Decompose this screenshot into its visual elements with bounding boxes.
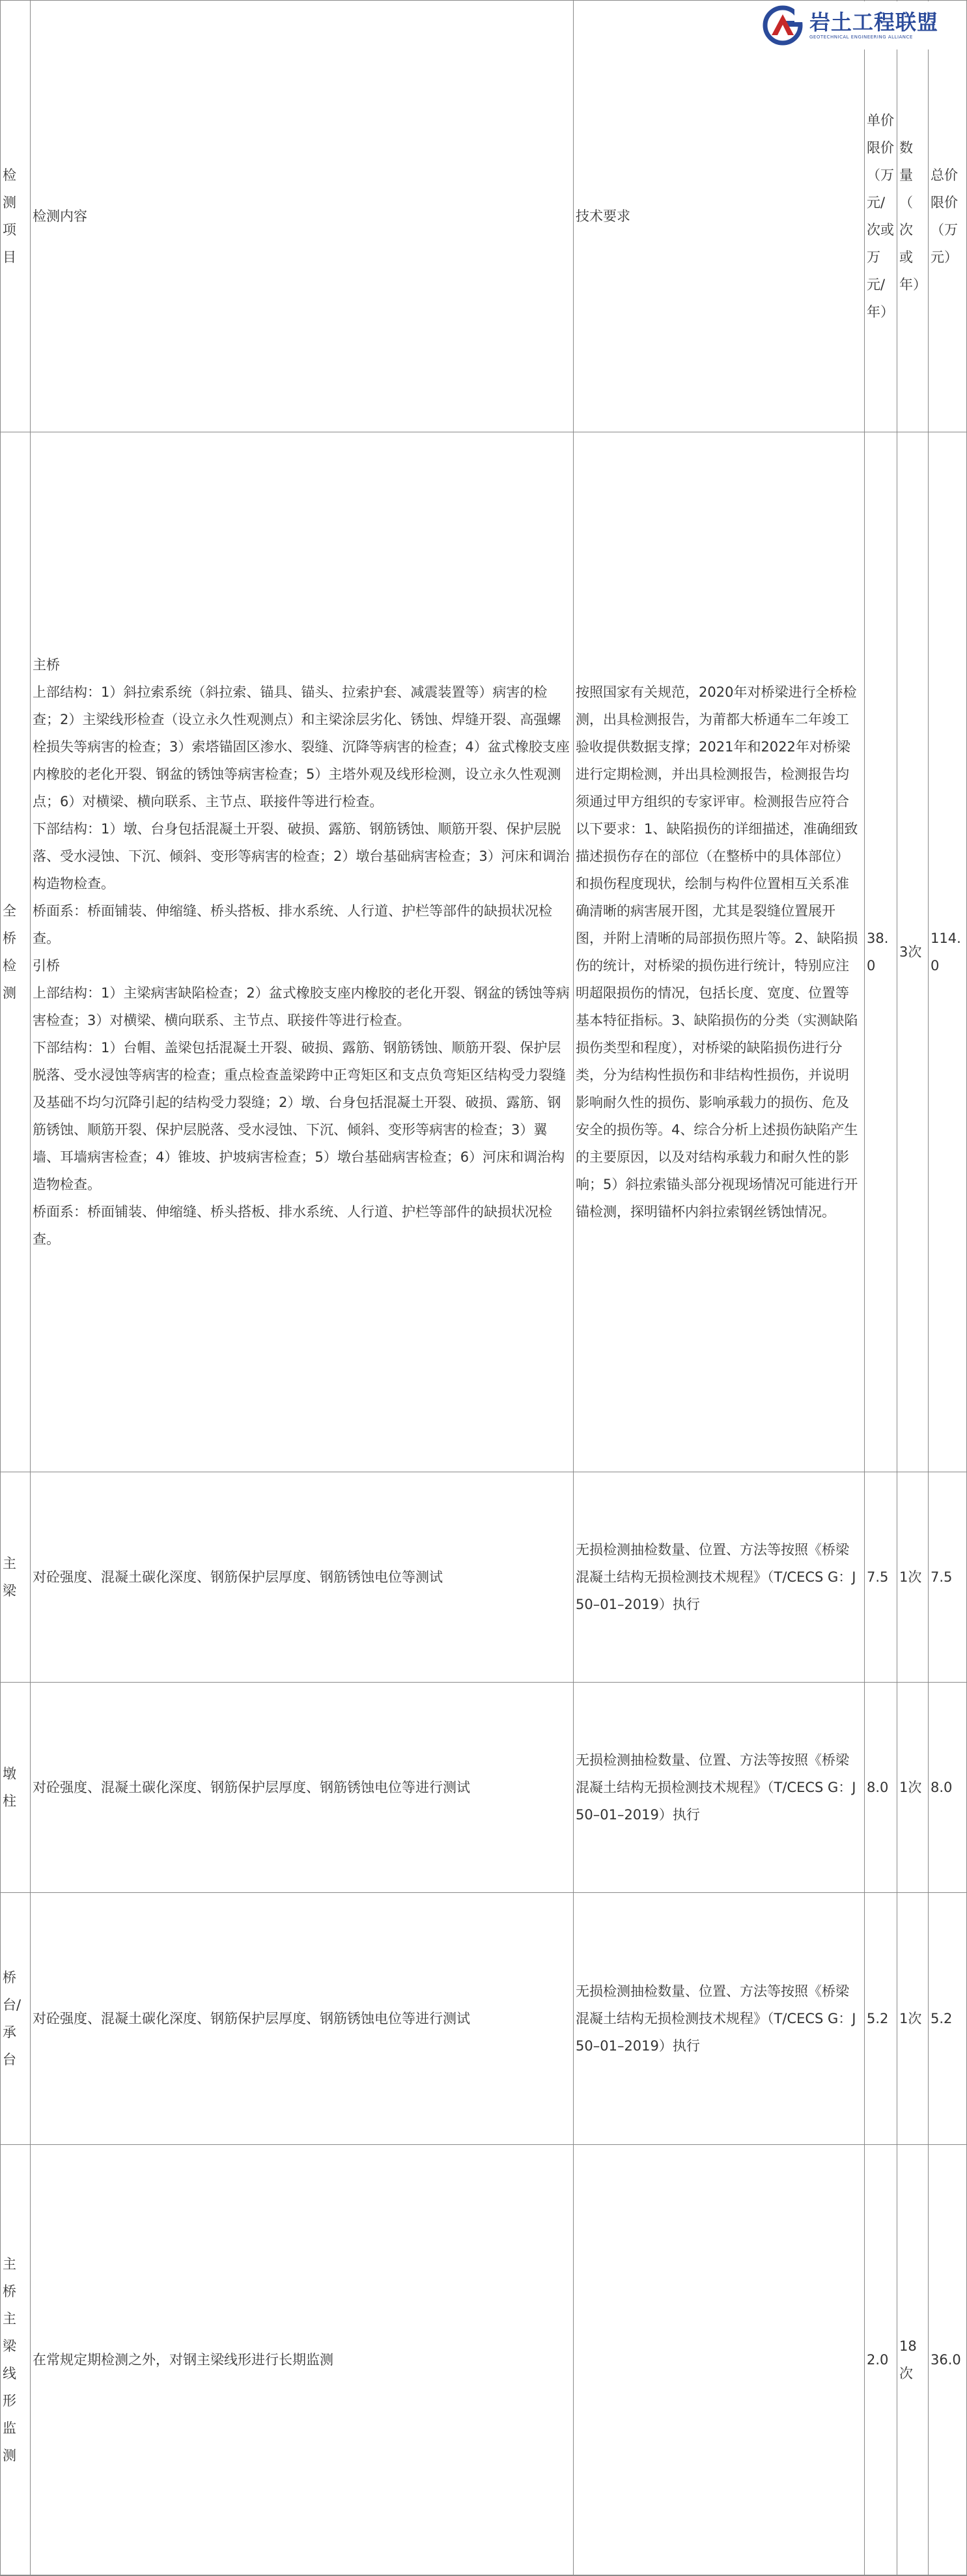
cell-total: 36.0	[929, 2145, 967, 2575]
cell-quantity: 1次	[897, 1472, 929, 1683]
content-main-deck: 桥面系：桥面铺装、伸缩缝、桥头搭板、排水系统、人行道、护栏等部件的缺损状况检查。	[33, 903, 552, 946]
content-approach-superstructure: 上部结构：1）主梁病害缺陷检查；2）盆式橡胶支座内橡胶的老化开裂、钢盆的锈蚀等病害检查；3）对横梁、横向联系、主节点、联接件等进行检查。	[33, 985, 570, 1028]
cell-total: 5.2	[929, 1893, 967, 2145]
cell-requirement: 无损检测抽检数量、位置、方法等按照《桥梁混凝土结构无损检测技术规程》（T/CECS G：J50–01–2019）执行	[574, 1472, 865, 1683]
table-row	[1, 1472, 967, 1683]
cell-item: 全桥检测	[1, 432, 31, 1472]
content-approach-bridge: 引桥	[33, 958, 60, 973]
cell-quantity: 1次	[897, 1683, 929, 1893]
cell-requirement: 按照国家有关规范，2020年对桥梁进行全桥检测，出具检测报告，为莆都大桥通车二年竣工验收提供数据支撑；2021年和2022年对桥梁进行定期检测，并出具检测报告，检测报告均须通过甲方组织的专家评审。检测报告应符合以下要求：1、缺陷损伤的详细描述，准确细致描述损伤存在的部位（在整桥中的具体部位）和损伤程度现状，绘制与构件位置相互关系准确清晰的病害展开图，尤其是裂缝位置展开图，并附上清晰的局部损伤照片等。2、缺陷损伤的统计，对桥梁的损伤进行统计，特别应注明超限损伤的情况，包括长度、宽度、位置等基本特征指标。3、缺陷损伤的分类（实测缺陷损伤类型和程度），对桥梁的缺陷损伤进行分类，分为结构性损伤和非结构性损伤，并说明影响耐久性的损伤、影响承载力的损伤、危及安全的损伤等。4、综合分析上述损伤缺陷产生的主要原因，以及对结构承载力和耐久性的影响；5）斜拉索锚头部分视现场情况可能进行开锚检测，探明锚杯内斜拉索钢丝锈蚀情况。	[574, 432, 865, 1472]
cell-item: 墩柱	[1, 1683, 31, 1893]
cell-quantity: 1次	[897, 1893, 929, 2145]
header-total: 总价限价（万元）	[929, 1, 967, 432]
cell-content: 在常规定期检测之外，对钢主梁线形进行长期监测	[31, 2145, 574, 2575]
cell-requirement: 无损检测抽检数量、位置、方法等按照《桥梁混凝土结构无损检测技术规程》（T/CECS G：J50–01–2019）执行	[574, 1683, 865, 1893]
cell-total: 114.0	[929, 432, 967, 1472]
cell-content: 对砼强度、混凝土碳化深度、钢筋保护层厚度、钢筋锈蚀电位等测试	[31, 1472, 574, 1683]
cell-unit-price: 38.0	[865, 432, 897, 1472]
watermark-title: 岩土工程联盟	[809, 10, 939, 35]
cell-total: 7.5	[929, 1472, 967, 1683]
content-main-bridge: 主桥	[33, 657, 60, 673]
watermark-subtitle: GEOTECHNICAL ENGINEERING ALLIANCE	[809, 35, 913, 40]
table-row	[1, 2145, 967, 2575]
header-quantity: 数量（次或年）	[897, 1, 929, 432]
content-main-substructure: 下部结构：1）墩、台身包括混凝土开裂、破损、露筋、钢筋锈蚀、顺筋开裂、保护层脱落、受水浸蚀、下沉、倾斜、变形等病害的检查；2）墩台基础病害检查；3）河床和调治构造物检查。	[33, 821, 570, 891]
content-approach-substructure: 下部结构：1）台帽、盖梁包括混凝土开裂、破损、露筋、钢筋锈蚀、顺筋开裂、保护层脱落、受水浸蚀等病害的检查；重点检查盖梁跨中正弯矩区和支点负弯矩区结构受力裂缝及基础不均匀沉降引起的结构受力裂缝；2）墩、台身包括混凝土开裂、破损、露筋、钢筋锈蚀、顺筋开裂、保护层脱落、受水浸蚀、下沉、倾斜、变形等病害的检查；3）翼墙、耳墙病害检查；4）锥坡、护坡病害检查；5）墩台基础病害检查；6）河床和调治构造物检查。	[33, 1040, 566, 1192]
cell-item: 主梁	[1, 1472, 31, 1683]
watermark-logo	[759, 1, 960, 49]
header-requirement: 技术要求	[574, 1, 865, 432]
cell-unit-price: 8.0	[865, 1683, 897, 1893]
cell-requirement: 无损检测抽检数量、位置、方法等按照《桥梁混凝土结构无损检测技术规程》（T/CECS G：J50–01–2019）执行	[574, 1893, 865, 2145]
table-row	[1, 1893, 967, 2145]
table-header-row	[1, 1, 967, 432]
cell-unit-price: 5.2	[865, 1893, 897, 2145]
cell-quantity: 18次	[897, 2145, 929, 2575]
alliance-logo-icon	[759, 1, 807, 49]
cell-requirement	[574, 2145, 865, 2575]
cell-content: 对砼强度、混凝土碳化深度、钢筋保护层厚度、钢筋锈蚀电位等进行测试	[31, 1683, 574, 1893]
header-unit-price: 单价限价（万元/次或万元/年）	[865, 1, 897, 432]
table-row	[1, 1683, 967, 1893]
cell-item: 主桥主梁线形监测	[1, 2145, 31, 2575]
cell-item: 桥台/承台	[1, 1893, 31, 2145]
cell-unit-price: 7.5	[865, 1472, 897, 1683]
content-approach-deck: 桥面系：桥面铺装、伸缩缝、桥头搭板、排水系统、人行道、护栏等部件的缺损状况检查。	[33, 1204, 552, 1247]
cell-total: 8.0	[929, 1683, 967, 1893]
content-main-superstructure: 上部结构：1）斜拉索系统（斜拉索、锚具、锚头、拉索护套、减震装置等）病害的检查；2）主梁线形检查（设立永久性观测点）和主梁涂层劣化、锈蚀、焊缝开裂、高强螺栓损失等病害的检查；3）索塔锚固区渗水、裂缝、沉降等病害的检查；4）盆式橡胶支座内橡胶的老化开裂、钢盆的锈蚀等病害检查；5）主塔外观及线形检测，设立永久性观测点；6）对横梁、横向联系、主节点、联接件等进行检查。	[33, 684, 570, 809]
cell-quantity: 3次	[897, 432, 929, 1472]
cell-unit-price: 2.0	[865, 2145, 897, 2575]
header-item: 检测项目	[1, 1, 31, 432]
cell-content	[31, 432, 574, 1472]
table-row-cut-off	[1, 2575, 967, 2576]
cell-content: 对砼强度、混凝土碳化深度、钢筋保护层厚度、钢筋锈蚀电位等进行测试	[31, 1893, 574, 2145]
table-row	[1, 432, 967, 1472]
header-content: 检测内容	[31, 1, 574, 432]
